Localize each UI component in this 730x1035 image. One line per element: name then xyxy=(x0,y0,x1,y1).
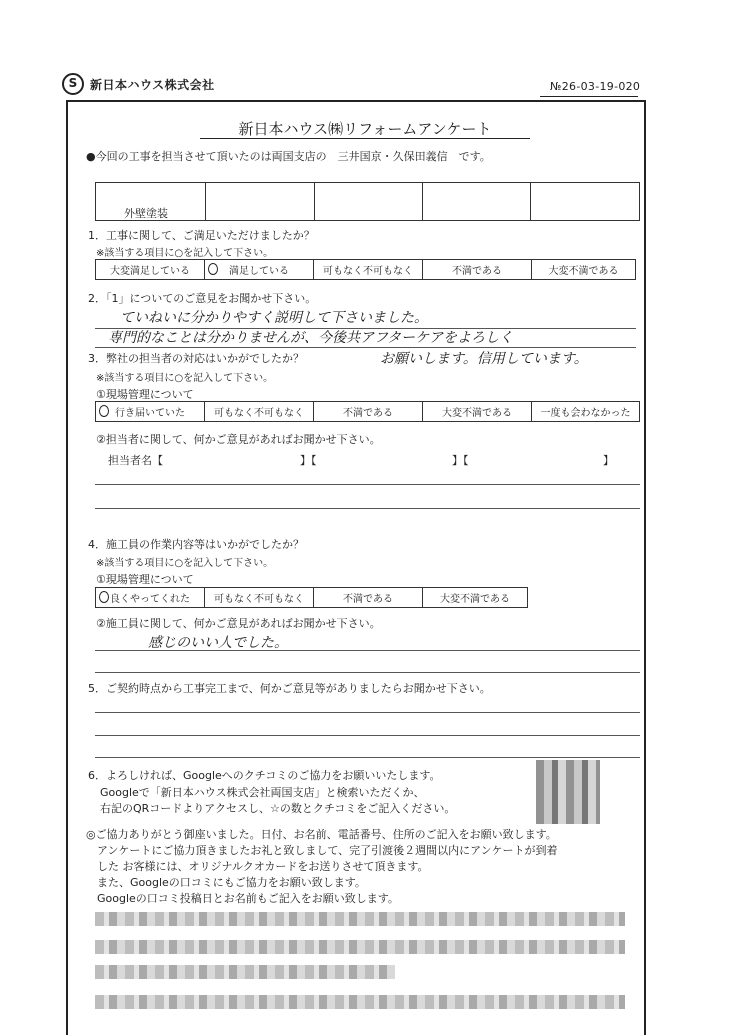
company-logo-icon: S xyxy=(62,73,84,95)
redacted-field xyxy=(95,995,625,1009)
staff-name-label: 担当者名【 xyxy=(108,454,163,467)
q1-option-1[interactable]: 大変満足している xyxy=(96,260,205,280)
form-title: 新日本ハウス㈱リフォームアンケート xyxy=(238,120,492,138)
q1-text: 1．工事に関して、ご満足いただけましたか？ xyxy=(88,229,315,242)
thanks-line-5: Googleの口コミ投稿日とお名前もご記入をお願い致します。 xyxy=(86,892,399,905)
q3-option-3[interactable]: 不満である xyxy=(314,402,423,422)
staff-bracket-1: 】【 xyxy=(300,454,317,467)
q4-selected-circle xyxy=(99,591,109,603)
redacted-field xyxy=(95,965,395,979)
staff-bracket-2: 】【 xyxy=(452,454,469,467)
q5-rule-3 xyxy=(95,757,640,758)
q6-line-3: 右記のQRコードよりアクセスし、☆の数とクチコミをご記入ください。 xyxy=(100,802,456,815)
redacted-field xyxy=(95,940,625,954)
q4-sub1: ①現場管理について xyxy=(96,573,194,586)
q4-text: 4．施工員の作業内容等はいかがでしたか？ xyxy=(88,538,304,551)
q4-option-4[interactable]: 大変不満である xyxy=(423,588,528,608)
q3-options xyxy=(95,401,640,422)
q1-options xyxy=(95,259,636,280)
q1-note: ※該当する項目に○を記入して下さい。 xyxy=(96,248,274,259)
q5-text: 5．ご契約時点から工事完工まで、何かご意見等がありましたらお聞かせ下さい。 xyxy=(88,682,491,695)
q1-option-4[interactable]: 不満である xyxy=(423,260,532,280)
q4-option-1[interactable]: 良くやってくれた xyxy=(96,588,205,608)
q3-rule-1 xyxy=(95,484,640,485)
title-underline xyxy=(200,138,530,139)
thanks-line-4: また、Googleの口コミにもご協力をお願い致します。 xyxy=(86,876,366,889)
q2-answer-line-3: お願いします。信用しています。 xyxy=(380,351,588,367)
q2-text: 2．「1」についてのご意見をお聞かせ下さい。 xyxy=(88,292,317,305)
q4-option-3[interactable]: 不満である xyxy=(314,588,423,608)
q3-text: 3．弊社の担当者の対応はいかがでしたか？ xyxy=(88,352,304,365)
company-name: 新日本ハウス株式会社 xyxy=(90,78,215,92)
q2-answer-line-1: ていねいに分かりやすく説明して下さいました。 xyxy=(120,310,428,326)
q1-option-2[interactable]: 満足している xyxy=(205,260,314,280)
work-item: 外壁塗装 xyxy=(124,207,168,220)
q3-option-2[interactable]: 可もなく不可もなく xyxy=(205,402,314,422)
intro-text: ●今回の工事を担当させて頂いたのは両国支店の 三井国京・久保田義信 です。 xyxy=(86,150,491,163)
q2-answer-line-2: 専門的なことは分かりませんが、今後共アフターケアをよろしく xyxy=(108,330,514,346)
staff-bracket-3: 】 xyxy=(603,454,614,467)
q1-option-5[interactable]: 大変不満である xyxy=(532,260,636,280)
q4-option-2[interactable]: 可もなく不可もなく xyxy=(205,588,314,608)
q6-text: 6．よろしければ、Googleへのクチコミのご協力をお願いいたします。 xyxy=(88,769,441,782)
q4-note: ※該当する項目に○を記入して下さい。 xyxy=(96,558,274,569)
qr-code-icon[interactable] xyxy=(536,760,600,824)
q3-sub1: ①現場管理について xyxy=(96,388,194,401)
document-number: №26-03-19-020 xyxy=(550,80,641,93)
q4-answer: 感じのいい人でした。 xyxy=(148,635,288,651)
q3-rule-2 xyxy=(95,508,640,509)
q3-option-5[interactable]: 一度も会わなかった xyxy=(532,402,640,422)
thanks-line-1: ◎ご協力ありがとう御座いました。日付、お名前、電話番号、住所のご記入をお願い致します。 xyxy=(86,828,557,841)
q1-selected-circle xyxy=(208,263,218,275)
thanks-line-2: アンケートにご協力頂きましたお礼と致しまして、完了引渡後２週間以内にアンケートが到着 xyxy=(86,844,558,857)
q3-note: ※該当する項目に○を記入して下さい。 xyxy=(96,373,274,384)
q3-sub2: ②担当者に関して、何かご意見があればお聞かせ下さい。 xyxy=(96,433,381,446)
q4-rule-2 xyxy=(95,672,640,673)
q3-selected-circle xyxy=(99,405,109,417)
document-number-underline xyxy=(540,96,638,97)
q3-option-4[interactable]: 大変不満である xyxy=(423,402,532,422)
q5-rule-1 xyxy=(95,712,640,713)
q1-option-3[interactable]: 可もなく不可もなく xyxy=(314,260,423,280)
q4-sub2: ②施工員に関して、何かご意見があればお聞かせ下さい。 xyxy=(96,617,381,630)
q3-option-1[interactable]: 行き届いていた xyxy=(96,402,205,422)
q6-line-2: Googleで「新日本ハウス株式会社両国支店」と検索いただくか、 xyxy=(100,786,425,799)
work-item-box xyxy=(95,182,640,221)
q4-options xyxy=(95,587,528,608)
redacted-field xyxy=(95,912,625,926)
thanks-line-3: した お客様には、オリジナルクオカードをお送りさせて頂きます。 xyxy=(86,860,429,873)
q4-rule-1 xyxy=(95,650,640,651)
q5-rule-2 xyxy=(95,735,640,736)
